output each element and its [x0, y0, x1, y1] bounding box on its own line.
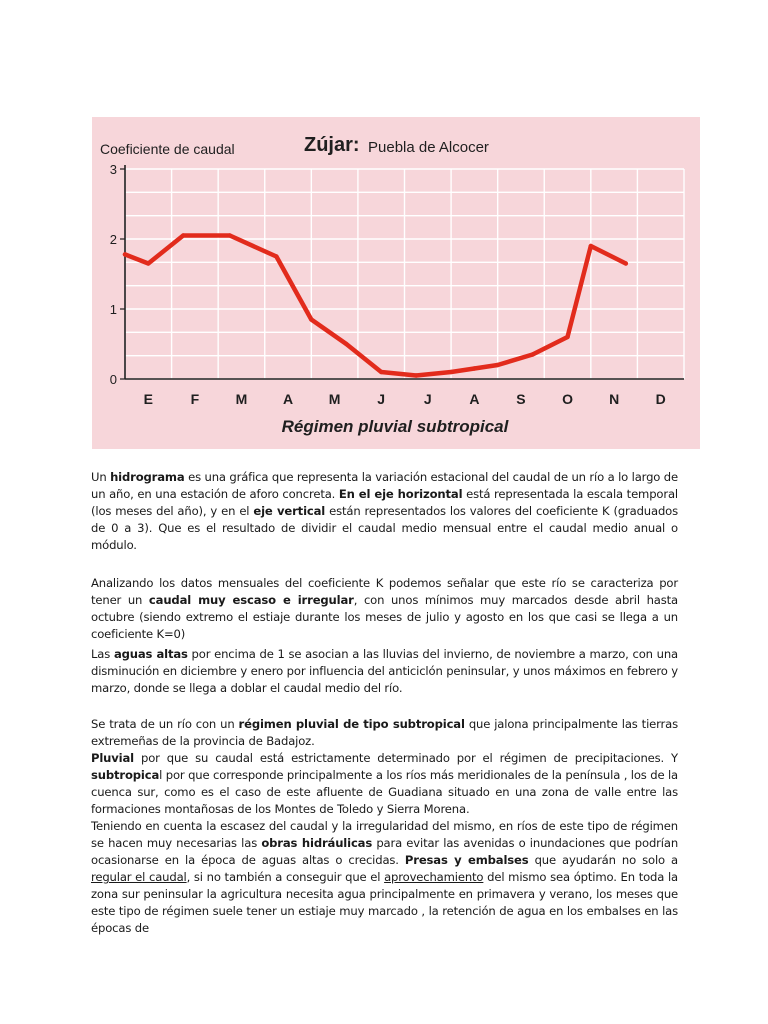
data-point: [228, 233, 232, 237]
data-point: [123, 252, 127, 256]
paragraph-aguas-altas: [91, 646, 678, 697]
y-axis-label: Coeficiente de caudal: [100, 141, 235, 157]
chart-title: Zújar:: [304, 134, 360, 156]
x-axis-label: Régimen pluvial subtropical: [281, 417, 509, 436]
data-point: [181, 233, 185, 237]
p6-text: , si no también a conseguir que el: [186, 870, 385, 884]
p2-text: , con unos mínimos muy marcados desde abril hasta octubre (siendo extremo el estiaje durante los meses de julio y agosto en los que casi se llega a un coeficiente K=0): [91, 593, 679, 641]
data-point: [146, 261, 150, 265]
x-tick-label: D: [655, 391, 666, 407]
x-tick-label: M: [328, 391, 341, 407]
p4-text: Se trata de un río con un: [91, 717, 239, 731]
term-aprovechamiento: aprovechamiento: [384, 870, 484, 884]
data-point: [530, 352, 534, 356]
term-obras-hidraulicas: obras hidráulicas: [261, 836, 373, 850]
data-point: [589, 244, 593, 248]
y-tick-label: 0: [109, 372, 117, 387]
x-tick-label: S: [516, 391, 526, 407]
p6-text: para evitar las avenidas o inundaciones que podrían ocasionarse en la época de aguas altas o crecidas.: [91, 836, 679, 867]
data-point: [565, 335, 569, 339]
y-tick-label: 2: [109, 232, 117, 247]
term-presas-embalses: Presas y embalses: [404, 853, 529, 867]
x-tick-label: A: [469, 391, 480, 407]
data-point: [624, 261, 628, 265]
term-subtropical: subtropica: [91, 768, 160, 782]
term-caudal-escaso: caudal muy escaso e irregular: [148, 593, 354, 607]
data-point: [309, 317, 313, 321]
term-eje-horizontal: En el eje horizontal: [338, 487, 463, 501]
term-hidrograma: hidrograma: [110, 470, 185, 484]
x-tick-label: A: [282, 391, 294, 407]
y-tick-label: 1: [109, 302, 117, 317]
p1-text: están representados los valores del coeficiente K (graduados de 0 a 3). Que es el resultado de dividir el caudal medio mensual entre el caudal medio anual o módulo.: [91, 504, 679, 552]
term-pluvial: Pluvial: [91, 751, 135, 765]
paragraph-intro: [91, 469, 678, 554]
x-tick-label: J: [377, 391, 386, 407]
term-aguas-altas: aguas altas: [113, 647, 188, 661]
data-point: [379, 370, 383, 374]
x-tick-label: O: [562, 391, 573, 407]
hydrograph-figure: [92, 117, 700, 449]
p3-text: Las: [91, 647, 114, 661]
data-point: [344, 342, 348, 346]
x-tick-label: N: [609, 391, 620, 407]
p1-text: está representada la escala temporal (los meses del año), y en el: [91, 487, 678, 518]
p6-text: Teniendo en cuenta la escasez del caudal y la irregularidad del mismo, en ríos de este tipo de régimen se hacen muy necesarias las: [91, 819, 678, 850]
term-eje-vertical: eje vertical: [253, 504, 326, 518]
y-tick-label: 3: [109, 162, 117, 177]
term-regimen-pluvial: régimen pluvial de tipo subtropical: [238, 717, 465, 731]
p1-text: Un: [91, 470, 111, 484]
x-tick-label: M: [235, 391, 248, 407]
p3-text: por encima de 1 se asocian a las lluvias del invierno, de noviembre a marzo, con una disminución en diciembre y enero por influencia del anticiclón peninsular, y unos máximos en febrero y marzo, donde se llega a doblar el caudal medio del río.: [91, 647, 678, 695]
paragraph-regimen: [91, 716, 678, 937]
data-point: [449, 370, 453, 374]
data-point: [274, 254, 278, 258]
p6-text: del mismo sea óptimo. En toda la zona sur peninsular la agricultura necesita agua principalmente en primavera y verano, los meses que este tipo de régimen suele tener un estiaje muy marcado , la retención de agua en los embalses en las épocas de: [91, 870, 678, 935]
x-tick-label: E: [143, 391, 153, 407]
p5-text: por que su caudal está estrictamente determinado por el régimen de precipitaciones. Y: [134, 751, 678, 765]
term-regular-caudal: regular el caudal: [91, 870, 187, 884]
data-point: [414, 373, 418, 377]
p2-text: Analizando los datos mensuales del coeficiente K podemos señalar que este río se caracteriza por tener un: [91, 576, 678, 607]
chart-subtitle: Puebla de Alcocer: [368, 139, 489, 156]
p1-text: es una gráfica que representa la variación estacional del caudal de un río a lo largo de un año, en una estación de aforo concreta.: [91, 470, 678, 501]
data-point: [495, 363, 499, 367]
p4-text: que jalona principalmente las tierras extremeñas de la provincia de Badajoz.: [91, 717, 678, 748]
series-line: [125, 236, 626, 376]
hydrograph-chart: [92, 117, 700, 449]
data-point: [472, 366, 476, 370]
x-tick-label: J: [423, 391, 432, 407]
p6-text: que ayudarán no solo a: [528, 853, 678, 867]
paragraph-analysis: [91, 575, 678, 643]
p5-text: l por que corresponde principalmente a los ríos más meridionales de la península , los de la cuenca sur, como es el caso de este afluente de Guadiana situado en una zona de valle entre las formaciones montañosas de los Montes de Toledo y Sierra Morena.: [91, 768, 678, 816]
x-tick-label: F: [190, 391, 200, 407]
